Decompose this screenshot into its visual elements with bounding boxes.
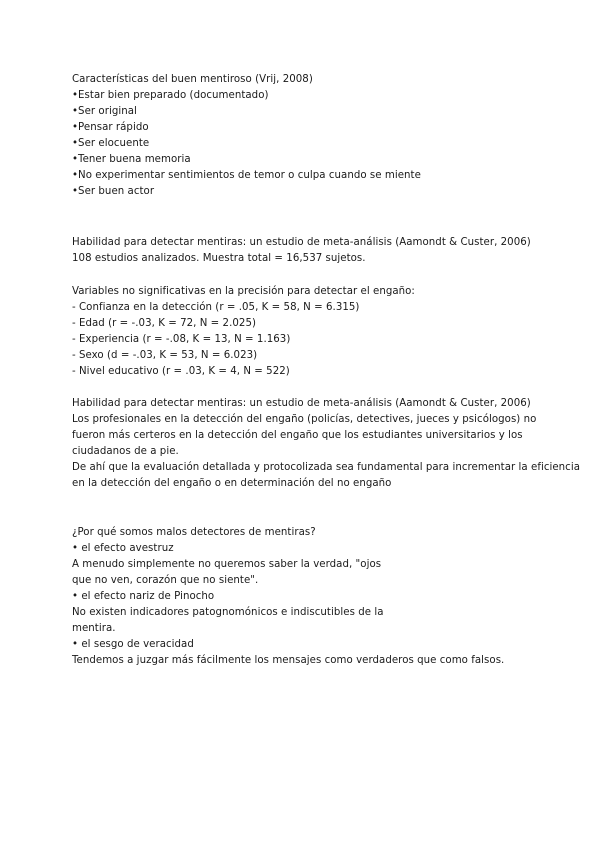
bullet-item: •Ser buen actor (72, 186, 155, 197)
reason-heading: • el efecto avestruz (72, 543, 174, 554)
bullet-item: •Estar bien preparado (documentado) (72, 90, 269, 101)
section3-title: Variables no significativas en la precisión para detectar el engaño: (72, 286, 415, 297)
variable-item: - Experiencia (r = -.08, K = 13, N = 1.163) (72, 334, 291, 345)
reason-heading: • el sesgo de veracidad (72, 639, 194, 650)
section5-title: ¿Por qué somos malos detectores de mentiras? (72, 527, 316, 538)
bullet-item: •Ser original (72, 106, 137, 117)
paragraph-line: mentira. (72, 623, 116, 634)
variable-item: - Confianza en la detección (r = .05, K = 58, N = 6.315) (72, 302, 360, 313)
paragraph-line: Tendemos a juzgar más fácilmente los mensajes como verdaderos que como falsos. (72, 655, 505, 666)
reason-heading: • el efecto nariz de Pinocho (72, 591, 215, 602)
variable-item: - Sexo (d = -.03, K = 53, N = 6.023) (72, 350, 258, 361)
paragraph-line: Los profesionales en la detección del engaño (policías, detectives, jueces y psicólogos) no (72, 414, 537, 425)
bullet-item: •Tener buena memoria (72, 154, 191, 165)
paragraph-line: No existen indicadores patognomónicos e indiscutibles de la (72, 607, 384, 618)
bullet-item: •Pensar rápido (72, 122, 149, 133)
paragraph-line: ciudadanos de a pie. (72, 446, 179, 457)
section2-summary: 108 estudios analizados. Muestra total = 16,537 sujetos. (72, 253, 366, 264)
section4-title: Habilidad para detectar mentiras: un estudio de meta-análisis (Aamondt & Custer, 2006) (72, 398, 531, 409)
paragraph-line: fueron más certeros en la detección del engaño que los estudiantes universitarios y los (72, 430, 523, 441)
paragraph-line: A menudo simplemente no queremos saber la verdad, "ojos (72, 559, 382, 570)
paragraph-line: que no ven, corazón que no siente". (72, 575, 259, 586)
section1-title: Características del buen mentiroso (Vrij, 2008) (72, 74, 313, 85)
variable-item: - Edad (r = -.03, K = 72, N = 2.025) (72, 318, 257, 329)
bullet-item: •Ser elocuente (72, 138, 150, 149)
paragraph-line: De ahí que la evaluación detallada y protocolizada sea fundamental para incrementar la eficiencia (72, 462, 581, 473)
section2-title: Habilidad para detectar mentiras: un estudio de meta-análisis (Aamondt & Custer, 2006) (72, 237, 531, 248)
paragraph-line: en la detección del engaño o en determinación del no engaño (72, 478, 392, 489)
variable-item: - Nivel educativo (r = .03, K = 4, N = 522) (72, 366, 290, 377)
bullet-item: •No experimentar sentimientos de temor o culpa cuando se miente (72, 170, 421, 181)
